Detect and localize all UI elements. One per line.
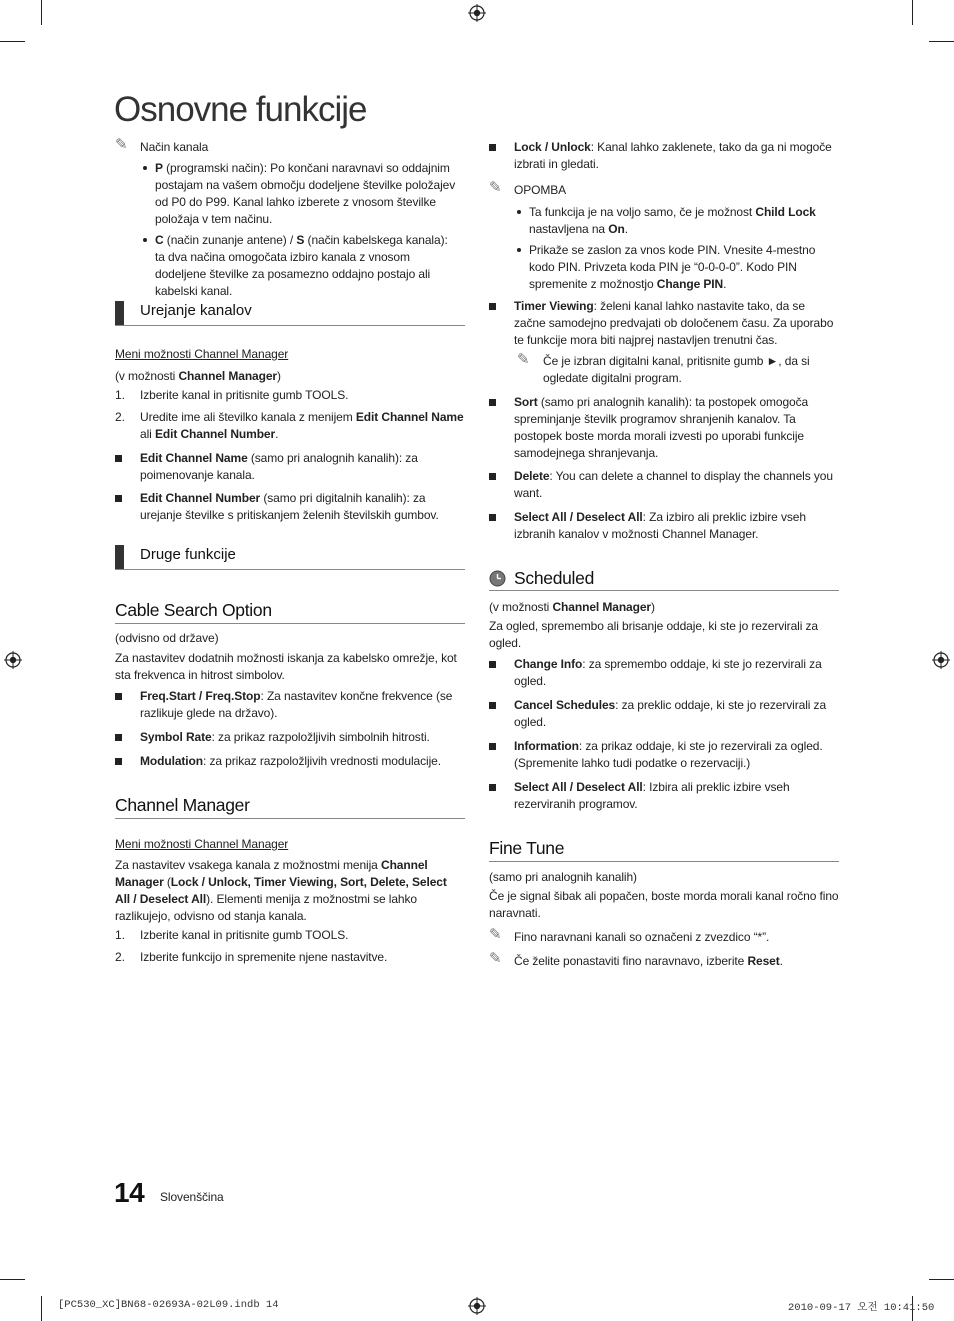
pencil-note-icon: ✎ <box>489 950 502 967</box>
square-bullet-icon <box>489 784 496 791</box>
paragraph: (samo pri analognih kanalih) <box>489 870 637 884</box>
menu-path: Meni možnosti Channel Manager <box>115 837 289 851</box>
step-number: 1. <box>115 388 125 402</box>
note-text: Če želite ponastaviti fino naravnavo, izberite Reset. <box>514 954 783 968</box>
square-bullet-icon <box>489 514 496 521</box>
registration-mark-icon <box>468 1297 486 1315</box>
paragraph: Za nastavitev vsakega kanala z možnostmi menija Channel Manager (Lock / Unlock, Timer Viewing, Sort, Delete, Select All / Deselect All). Elementi menija z možnostmi se lahko razlikujejo, odvisno od stanja kanala. <box>115 858 447 923</box>
option-text: Change Info: za spremembo oddaje, ki ste jo rezervirali za ogled. <box>514 657 822 688</box>
print-timestamp: 2010-09-17 오전 10:41:50 <box>788 1302 935 1314</box>
crop-mark <box>0 1279 25 1280</box>
registration-mark-icon <box>4 651 22 669</box>
crop-mark <box>929 41 954 42</box>
option-text: Information: za prikaz oddaje, ki ste jo rezervirali za ogled. (Spremenite lahko tudi podatke o rezervaciji.) <box>514 739 823 770</box>
paragraph: (odvisno od države) <box>115 631 219 645</box>
square-bullet-icon <box>489 303 496 310</box>
page-number: 14 <box>114 1177 145 1208</box>
square-bullet-icon <box>489 399 496 406</box>
pencil-note-icon: ✎ <box>517 351 530 368</box>
menu-path: Meni možnosti Channel Manager <box>115 347 289 361</box>
step-text: Uredite ime ali številko kanala z menijem Edit Channel Name ali Edit Channel Number. <box>140 410 464 441</box>
option-text: Delete: You can delete a channel to display the channels you want. <box>514 469 833 500</box>
square-bullet-icon <box>115 693 122 700</box>
note-label: Način kanala <box>140 140 209 154</box>
language-label: Slovenščina <box>160 1190 224 1204</box>
divider <box>115 818 465 819</box>
note-text: Če je izbran digitalni kanal, pritisnite gumb ►, da si ogledate digitalni program. <box>543 354 810 385</box>
print-file-info: [PC530_XC]BN68-02693A-02L09.indb 14 <box>58 1299 279 1311</box>
option-text: Select All / Deselect All: Za izbiro ali preklic izbire vseh izbranih kanalov v možnosti Channel Manager. <box>514 510 806 541</box>
subsection-heading: Urejanje kanalov <box>140 302 252 319</box>
square-bullet-icon <box>489 144 496 151</box>
option-text: Modulation: za prikaz razpoložljivih vrednosti modulacije. <box>140 754 441 768</box>
bullet-text: Prikaže se zaslon za vnos kode PIN. Vnesite 4-mestno kodo PIN. Privzeta koda PIN je “0-0-0-0”. Kodo PIN spremenite z možnostjo Change PIN. <box>529 243 816 291</box>
bullet-icon <box>143 238 147 242</box>
divider <box>115 569 465 570</box>
context-note: (v možnosti Channel Manager) <box>489 600 655 614</box>
scheduled-clock-icon <box>489 570 506 587</box>
pencil-note-icon: ✎ <box>489 926 502 943</box>
pencil-note-icon: ✎ <box>489 179 502 196</box>
divider <box>489 590 839 591</box>
crop-mark <box>912 0 913 25</box>
square-bullet-icon <box>489 702 496 709</box>
step-number: 2. <box>115 410 125 424</box>
crop-mark <box>0 41 25 42</box>
option-text: Edit Channel Name (samo pri analognih kanalih): za poimenovanje kanala. <box>140 451 418 482</box>
step-text: Izberite kanal in pritisnite gumb TOOLS. <box>140 928 349 942</box>
bullet-icon <box>517 210 521 214</box>
option-text: Freq.Start / Freq.Stop: Za nastavitev končne frekvence (se razlikuje glede na državo). <box>140 689 453 720</box>
bullet-text: C (način zunanje antene) / S (način kabelskega kanala): ta dva načina omogočata izbiro kanala z vnosom dodeljene številke za posamezno oddajno postajo ali kabelski kanal. <box>155 233 448 298</box>
section-heading: Fine Tune <box>489 838 565 858</box>
crop-mark <box>41 1296 42 1321</box>
bullet-icon <box>143 166 147 170</box>
registration-mark-icon <box>932 651 950 669</box>
section-heading: Scheduled <box>514 568 595 588</box>
option-text: Lock / Unlock: Kanal lahko zaklenete, tako da ga ni mogoče izbrati in gledati. <box>514 140 832 171</box>
paragraph: Za ogled, spremembo ali brisanje oddaje, ki ste jo rezervirali za ogled. <box>489 619 818 650</box>
option-text: Symbol Rate: za prikaz razpoložljivih simbolnih hitrosti. <box>140 730 430 744</box>
note-text: Fino naravnani kanali so označeni z zvezdico “*”. <box>514 930 770 944</box>
option-text: Cancel Schedules: za preklic oddaje, ki ste jo rezervirali za ogled. <box>514 698 827 729</box>
square-bullet-icon <box>115 495 122 502</box>
section-heading: Cable Search Option <box>115 600 272 620</box>
paragraph: Če je signal šibak ali popačen, boste morda morali kanal ročno fino naravnati. <box>489 889 839 920</box>
section-heading: Channel Manager <box>115 795 250 815</box>
crop-mark <box>929 1279 954 1280</box>
paragraph: Za nastavitev dodatnih možnosti iskanja za kabelsko omrežje, kot sta frekvenca in hitrost simbolov. <box>115 651 457 682</box>
option-text: Edit Channel Number (samo pri digitalnih kanalih): za urejanje številke s pritiskanjem želenih številskih gumbov. <box>140 491 439 522</box>
divider <box>115 623 465 624</box>
step-text: Izberite kanal in pritisnite gumb TOOLS. <box>140 388 349 402</box>
section-bar <box>115 545 124 569</box>
page-title: Osnovne funkcije <box>114 90 367 129</box>
context-note: (v možnosti Channel Manager) <box>115 369 281 383</box>
section-bar <box>115 301 124 325</box>
registration-mark-icon <box>468 4 486 22</box>
crop-mark <box>41 0 42 25</box>
divider <box>489 861 839 862</box>
step-text: Izberite funkcijo in spremenite njene nastavitve. <box>140 950 388 964</box>
option-text: Select All / Deselect All: Izbira ali preklic izbire vseh rezerviranih programov. <box>514 780 790 811</box>
square-bullet-icon <box>489 473 496 480</box>
subsection-heading: Druge funkcije <box>140 546 236 563</box>
option-text: Sort (samo pri analognih kanalih): ta postopek omogoča spreminjanje številk programov shranjenih kanalov. Ta postopek boste morda morali izvesti po uporabi funkcije samodejnega shranjevanja. <box>514 395 809 460</box>
square-bullet-icon <box>115 455 122 462</box>
square-bullet-icon <box>115 758 122 765</box>
pencil-note-icon: ✎ <box>115 136 128 153</box>
option-text: Timer Viewing: želeni kanal lahko nastavite tako, da se začne samodejno predvajati ob določenem času. Za uporabo te funkcije mora biti najprej nastavljen trenutni čas. <box>514 299 834 347</box>
square-bullet-icon <box>489 743 496 750</box>
square-bullet-icon <box>489 661 496 668</box>
step-number: 2. <box>115 950 125 964</box>
bullet-text: P (programski način): Po končani naravnavi so oddajnim postajam na vašem območju dodeljene številke položajev od P0 do P99. Kanal lahko izberete z vnosom številke položaja v tem načinu. <box>155 161 456 226</box>
step-number: 1. <box>115 928 125 942</box>
square-bullet-icon <box>115 734 122 741</box>
bullet-text: Ta funkcija je na voljo samo, če je možnost Child Lock nastavljena na On. <box>529 205 816 236</box>
note-label: OPOMBA <box>514 183 567 197</box>
divider <box>115 325 465 326</box>
bullet-icon <box>517 248 521 252</box>
